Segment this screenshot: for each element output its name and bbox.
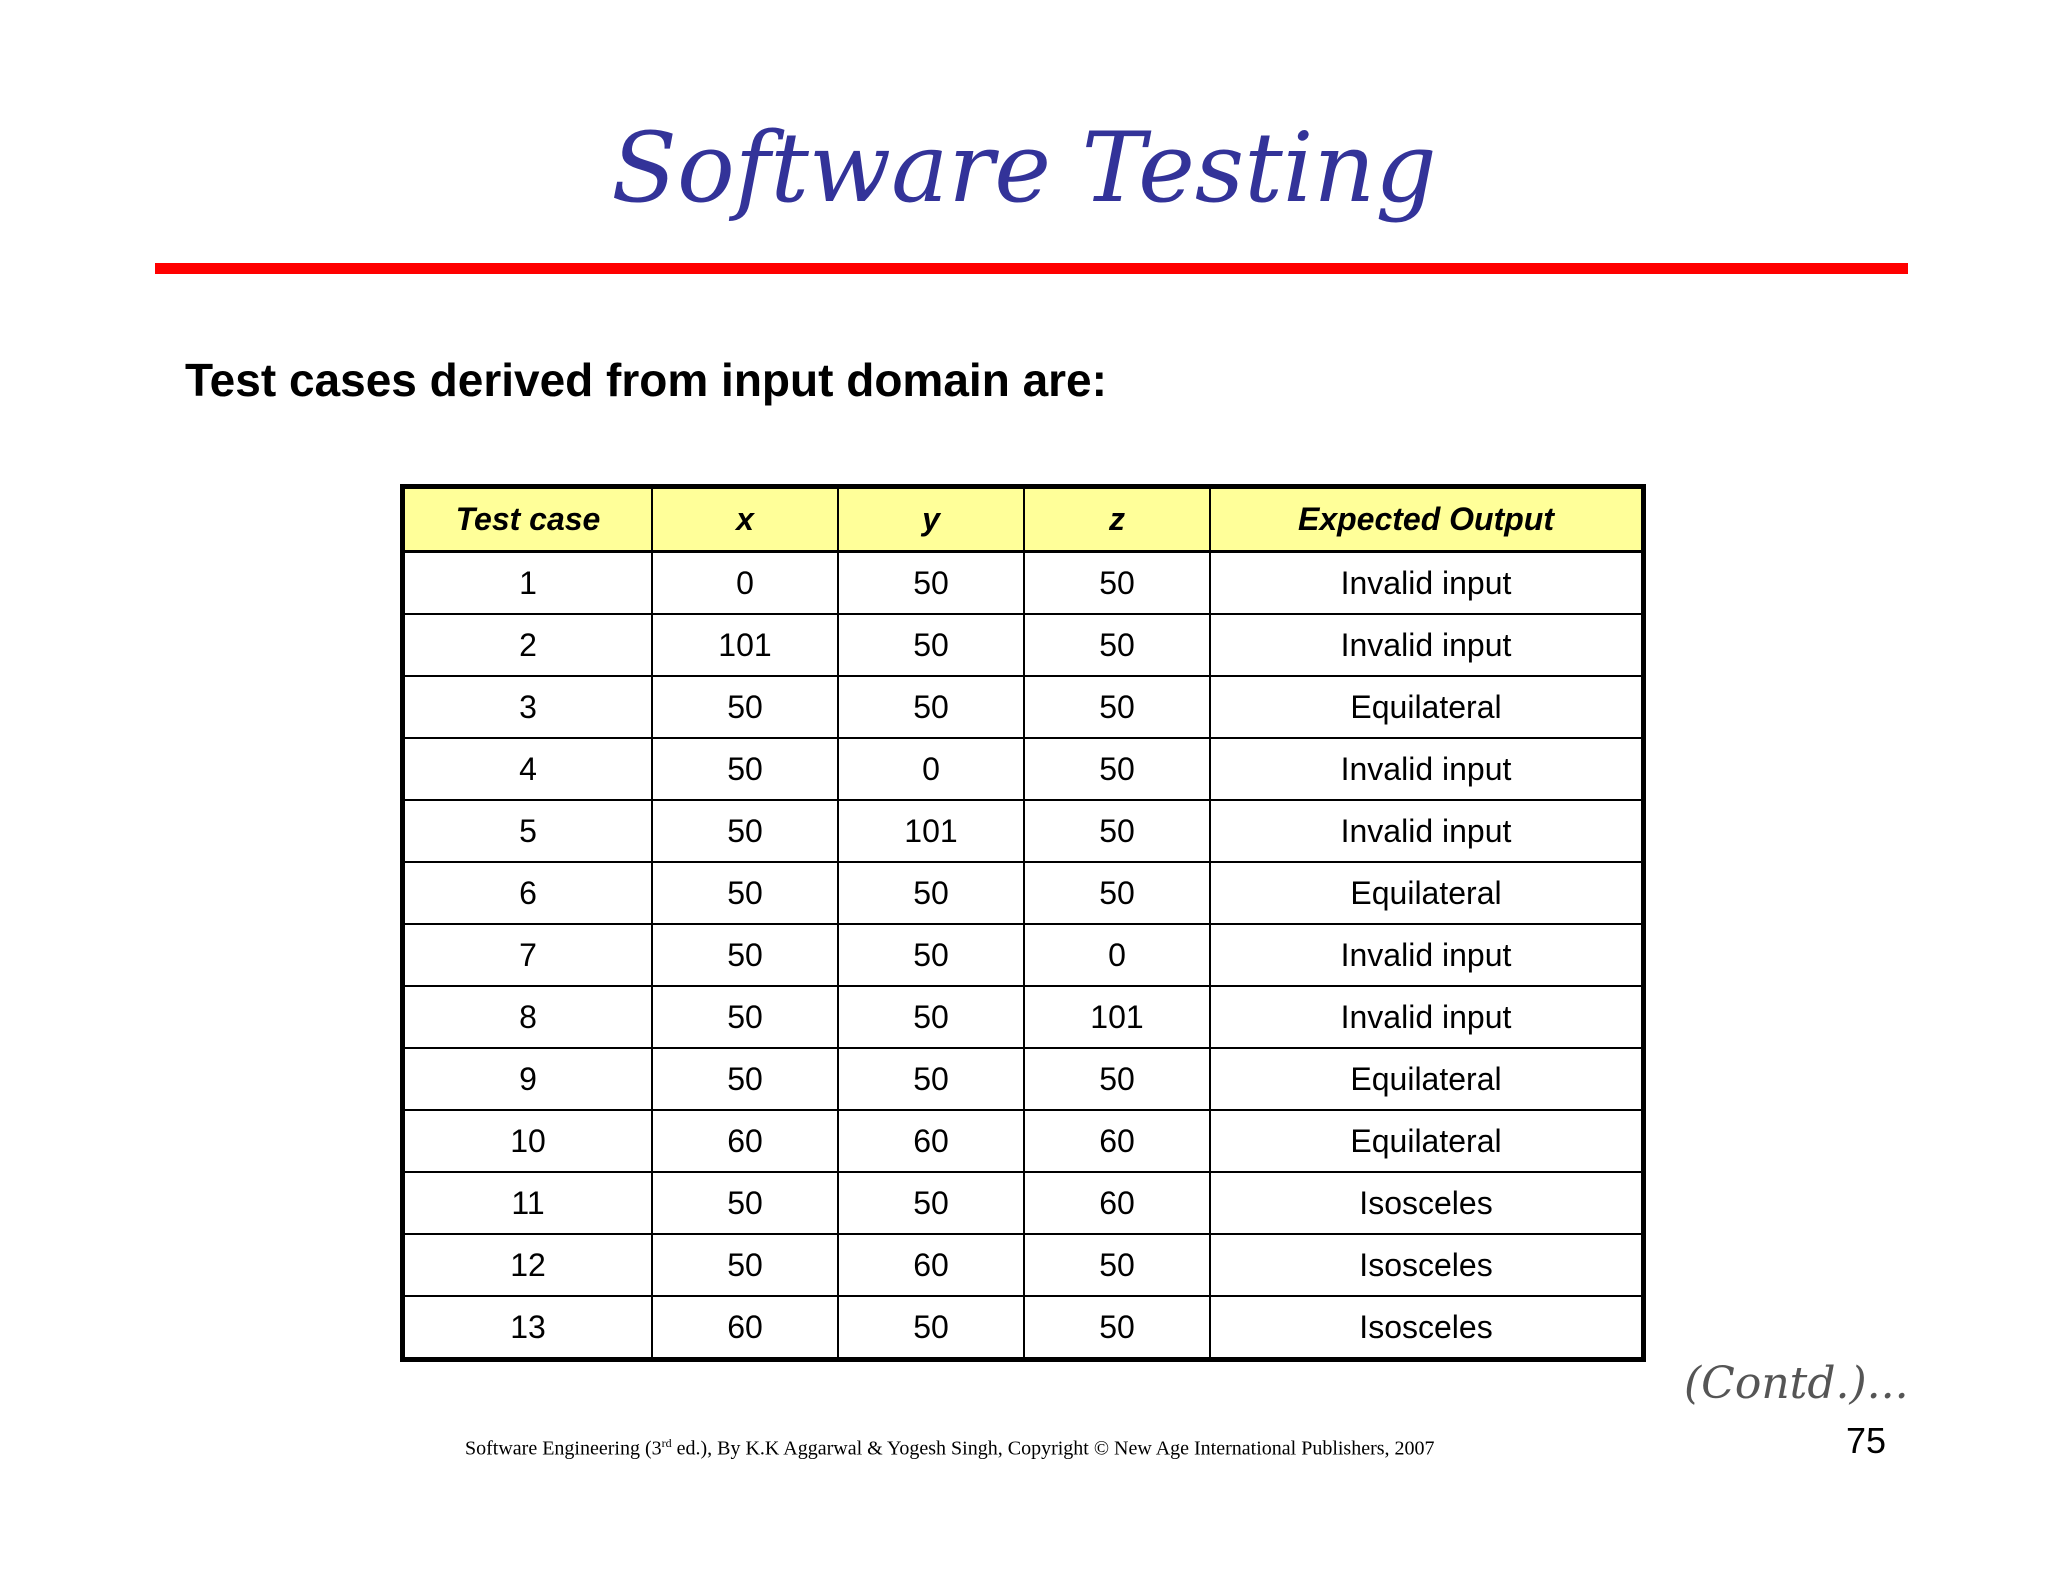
table-row: [403, 800, 1644, 862]
cell-expected-output: Invalid input: [1210, 552, 1644, 615]
table-row: [403, 614, 1644, 676]
cell-z: 50: [1024, 614, 1210, 676]
footer-suffix: ed.), By K.K Aggarwal & Yogesh Singh, Copyright © New Age International Publishers, 2007: [671, 1437, 1435, 1460]
cell-expected-output: Invalid input: [1210, 738, 1644, 800]
cell-test-case: 2: [403, 614, 653, 676]
cell-z: 50: [1024, 1234, 1210, 1296]
header-x: x: [652, 487, 838, 552]
cell-x: 50: [652, 738, 838, 800]
cell-z: 60: [1024, 1172, 1210, 1234]
page-number: 75: [1846, 1420, 1887, 1461]
table-row: [403, 1110, 1644, 1172]
table-body: [403, 552, 1644, 1360]
cell-x: 60: [652, 1296, 838, 1360]
table-row: [403, 676, 1644, 738]
cell-z: 50: [1024, 862, 1210, 924]
cell-z: 50: [1024, 1296, 1210, 1360]
cell-z: 0: [1024, 924, 1210, 986]
table-row: [403, 1048, 1644, 1110]
cell-x: 50: [652, 986, 838, 1048]
cell-expected-output: Isosceles: [1210, 1172, 1644, 1234]
cell-z: 50: [1024, 676, 1210, 738]
cell-z: 50: [1024, 1048, 1210, 1110]
slide-heading: Test cases derived from input domain are:: [185, 354, 1107, 406]
cell-test-case: 9: [403, 1048, 653, 1110]
footer-prefix: Software Engineering (3: [465, 1437, 662, 1460]
slide-title: Software Testing: [611, 112, 1437, 224]
cell-expected-output: Isosceles: [1210, 1296, 1644, 1360]
cell-expected-output: Invalid input: [1210, 924, 1644, 986]
cell-y: 50: [838, 1296, 1024, 1360]
cell-y: 101: [838, 800, 1024, 862]
cell-expected-output: Equilateral: [1210, 676, 1644, 738]
header-z: z: [1024, 487, 1210, 552]
header-expected-output: Expected Output: [1210, 487, 1644, 552]
cell-test-case: 6: [403, 862, 653, 924]
cell-test-case: 3: [403, 676, 653, 738]
cell-z: 50: [1024, 738, 1210, 800]
table-row: [403, 986, 1644, 1048]
cell-test-case: 11: [403, 1172, 653, 1234]
table-row: [403, 1296, 1644, 1360]
cell-x: 50: [652, 1234, 838, 1296]
table-row: [403, 738, 1644, 800]
cell-test-case: 1: [403, 552, 653, 615]
cell-y: 60: [838, 1234, 1024, 1296]
cell-x: 50: [652, 800, 838, 862]
cell-x: 0: [652, 552, 838, 615]
cell-expected-output: Equilateral: [1210, 862, 1644, 924]
footer-citation: [465, 1436, 1435, 1461]
footer-superscript: rd: [661, 1436, 672, 1450]
cell-expected-output: Invalid input: [1210, 614, 1644, 676]
cell-y: 50: [838, 986, 1024, 1048]
cell-expected-output: Invalid input: [1210, 800, 1644, 862]
table-row: [403, 1234, 1644, 1296]
cell-expected-output: Equilateral: [1210, 1110, 1644, 1172]
cell-expected-output: Equilateral: [1210, 1048, 1644, 1110]
cell-z: 60: [1024, 1110, 1210, 1172]
cell-y: 50: [838, 924, 1024, 986]
cell-y: 50: [838, 614, 1024, 676]
cell-y: 0: [838, 738, 1024, 800]
cell-x: 50: [652, 1172, 838, 1234]
table-row: [403, 862, 1644, 924]
cell-x: 50: [652, 1048, 838, 1110]
table-row: [403, 1172, 1644, 1234]
cell-x: 50: [652, 862, 838, 924]
cell-z: 101: [1024, 986, 1210, 1048]
cell-x: 50: [652, 924, 838, 986]
test-case-table: [400, 484, 1646, 1362]
cell-test-case: 4: [403, 738, 653, 800]
cell-y: 50: [838, 676, 1024, 738]
table-row: [403, 552, 1644, 615]
cell-y: 50: [838, 552, 1024, 615]
cell-z: 50: [1024, 800, 1210, 862]
header-y: y: [838, 487, 1024, 552]
title-divider: [155, 263, 1908, 274]
table-row: [403, 924, 1644, 986]
continued-note: (Contd.)...: [1684, 1358, 1909, 1409]
cell-test-case: 5: [403, 800, 653, 862]
cell-z: 50: [1024, 552, 1210, 615]
cell-test-case: 8: [403, 986, 653, 1048]
cell-x: 60: [652, 1110, 838, 1172]
cell-y: 50: [838, 862, 1024, 924]
cell-y: 60: [838, 1110, 1024, 1172]
cell-x: 50: [652, 676, 838, 738]
cell-y: 50: [838, 1048, 1024, 1110]
cell-test-case: 12: [403, 1234, 653, 1296]
cell-x: 101: [652, 614, 838, 676]
cell-expected-output: Invalid input: [1210, 986, 1644, 1048]
cell-test-case: 13: [403, 1296, 653, 1360]
cell-test-case: 10: [403, 1110, 653, 1172]
cell-y: 50: [838, 1172, 1024, 1234]
table-header-row: [403, 487, 1644, 552]
cell-expected-output: Isosceles: [1210, 1234, 1644, 1296]
cell-test-case: 7: [403, 924, 653, 986]
header-test-case: Test case: [403, 487, 653, 552]
